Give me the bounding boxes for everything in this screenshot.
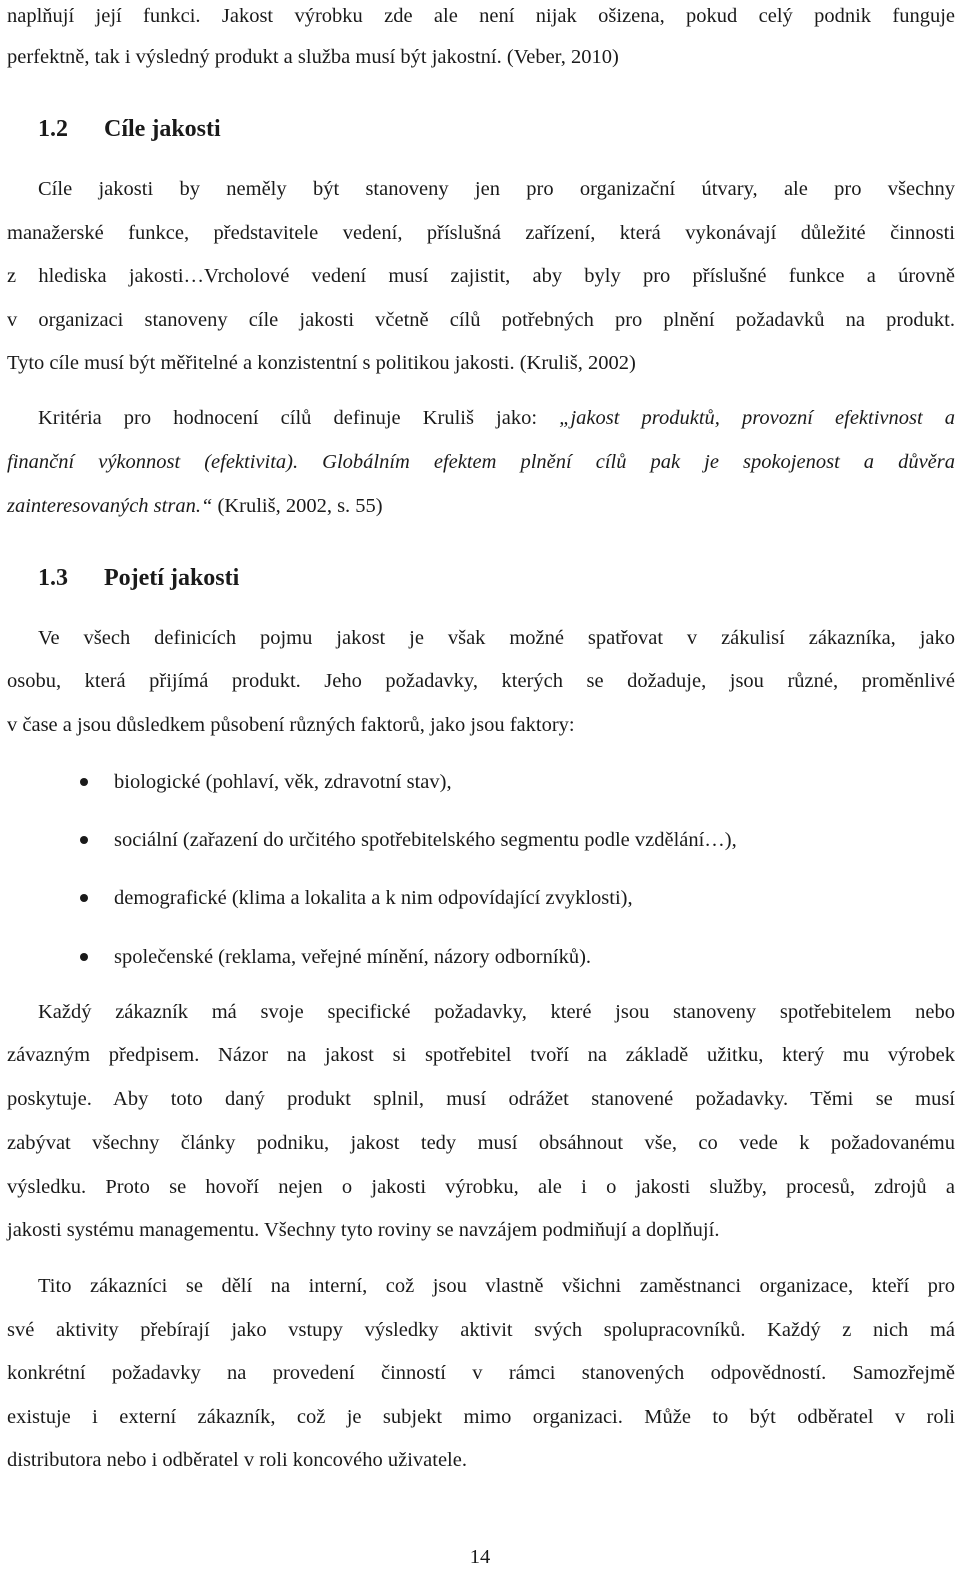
paragraph-line: výsledku. Proto se hovoří nejen o jakosti výrobku, ale i o jakosti služby, procesů, zdrojů a bbox=[7, 1176, 955, 1198]
paragraph-line: manažerské funkce, představitele vedení, příslušná zařízení, která vykonávají důležité činnosti bbox=[7, 222, 955, 244]
paragraph-line: z hlediska jakosti…Vrcholové vedení musí zajistit, aby byly pro příslušné funkce a úrovně bbox=[7, 265, 955, 287]
paragraph-line bbox=[7, 494, 955, 518]
paragraph-line: v čase a jsou důsledkem působení různých faktorů, jako jsou faktory: bbox=[7, 714, 575, 736]
section-heading bbox=[38, 115, 221, 143]
section-heading bbox=[38, 564, 239, 592]
paragraph-line: poskytuje. Aby toto daný produkt splnil, musí odrážet stanovené požadavky. Těmi se musí bbox=[7, 1088, 955, 1110]
plain-text: Kritéria pro hodnocení cílů definuje Kruliš jako: bbox=[38, 407, 560, 429]
list-item: demografické (klima a lokalita a k nim odpovídající zvyklosti), bbox=[114, 887, 633, 909]
citation: (Kruliš, 2002, s. 55) bbox=[212, 495, 383, 517]
list-item: biologické (pohlaví, věk, zdravotní stav), bbox=[114, 771, 452, 793]
paragraph-line: zabývat všechny články podniku, jakost tedy musí obsáhnout vše, co vede k požadovanému bbox=[7, 1132, 955, 1154]
paragraph-line: Cíle jakosti by neměly být stanoveny jen pro organizační útvary, ale pro všechny bbox=[38, 178, 955, 200]
list-item: společenské (reklama, veřejné mínění, názory odborníků). bbox=[114, 946, 592, 968]
bullet-icon bbox=[80, 953, 88, 961]
paragraph-line: jakosti systému managementu. Všechny tyto roviny se navzájem podmiňují a doplňují. bbox=[7, 1219, 720, 1241]
italic-quote: zainteresovaných stran.“ bbox=[7, 495, 213, 517]
paragraph-line: své aktivity přebírají jako vstupy výsledky aktivit svých spolupracovníků. Každý z nich má bbox=[7, 1319, 955, 1341]
paragraph-line: existuje i externí zákazník, což je subjekt mimo organizaci. Může to být odběratel v roli bbox=[7, 1406, 955, 1428]
paragraph-line: Každý zákazník má svoje specifické požadavky, které jsou stanoveny spotřebitelem nebo bbox=[38, 1001, 955, 1023]
italic-quote: „jakost produktů, provozní efektivnost a bbox=[559, 407, 955, 429]
paragraph-line: distributora nebo i odběratel v roli koncového uživatele. bbox=[7, 1449, 467, 1471]
paragraph-line: závazným předpisem. Názor na jakost si spotřebitel tvoří na základě užitku, který mu výrobek bbox=[7, 1044, 955, 1066]
paragraph-line: naplňují její funkci. Jakost výrobku zde ale není nijak ošizena, pokud celý podnik funguje bbox=[7, 5, 955, 27]
italic-quote: finanční výkonnost (efektivita). Globálním efektem plnění cílů pak je spokojenost a důvěra bbox=[7, 451, 955, 473]
paragraph-line: Tyto cíle musí být měřitelné a konzistentní s politikou jakosti. (Kruliš, 2002) bbox=[7, 352, 636, 374]
bullet-icon bbox=[80, 894, 88, 902]
paragraph-line: Ve všech definicích pojmu jakost je však možné spatřovat v zákulisí zákazníka, jako bbox=[38, 627, 955, 649]
list-item: sociální (zařazení do určitého spotřebitelského segmentu podle vzdělání…), bbox=[114, 829, 737, 851]
bullet-icon bbox=[80, 836, 88, 844]
paragraph-line: konkrétní požadavky na provedení činností v rámci stanovených odpovědností. Samozřejmě bbox=[7, 1362, 955, 1384]
section-number: 1.3 bbox=[38, 565, 68, 591]
paragraph-line: osobu, která přijímá produkt. Jeho požadavky, kterých se dožaduje, jsou různé, proměnlivé bbox=[7, 670, 955, 692]
paragraph-line: v organizaci stanoveny cíle jakosti včetně cílů potřebných pro plnění požadavků na produkt. bbox=[7, 309, 955, 331]
paragraph-line bbox=[7, 450, 955, 474]
section-title: Pojetí jakosti bbox=[104, 565, 240, 591]
section-title: Cíle jakosti bbox=[104, 116, 221, 142]
section-number: 1.2 bbox=[38, 116, 68, 142]
paragraph-line: perfektně, tak i výsledný produkt a služba musí být jakostní. (Veber, 2010) bbox=[7, 46, 619, 68]
page-number: 14 bbox=[469, 1546, 491, 1568]
paragraph-line: Tito zákazníci se dělí na interní, což jsou vlastně všichni zaměstnanci organizace, kteří pro bbox=[38, 1275, 955, 1297]
paragraph-line bbox=[38, 406, 955, 430]
bullet-icon bbox=[80, 778, 88, 786]
